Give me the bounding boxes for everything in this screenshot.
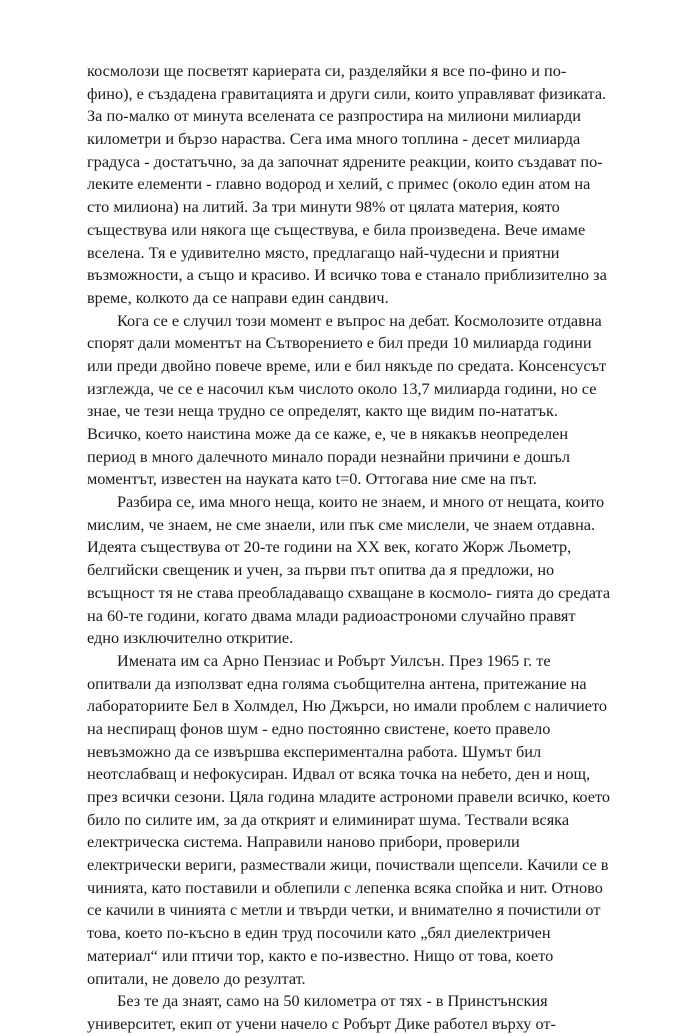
text-line: километри и бързо нараства. Сега има много топлина - десет милиарда: [87, 129, 581, 149]
paragraph: [87, 990, 647, 1035]
text-line: Без те да знаят, само на 50 километра от тях - в Принстънския: [117, 991, 548, 1011]
text-line: било по силите им, за да открият и елиминират шума. Тествали всяка: [87, 809, 570, 829]
text-line: чинията, като поставили и облепили с лепенка всяка спойка и нит. Отново: [87, 877, 603, 897]
paragraph: [87, 310, 647, 492]
text-line: моментът, известен на науката като t=0. Оттогава ние сме на път.: [87, 469, 537, 489]
text-line: едно изключително откритие.: [87, 628, 294, 648]
text-line: леките елементи - главно водород и хелий, с примес (около един атом на: [87, 174, 591, 194]
paragraph: [87, 650, 647, 990]
text-line: спорят дали моментът на Сътворението е бил преди 10 милиарда години: [87, 333, 592, 353]
text-line: неотслабващ и нефокусиран. Идвал от всяка точка на небето, ден и нощ,: [87, 764, 591, 784]
text-line: електрически вериги, размествали жици, почиствали щепсели. Качили се в: [87, 855, 609, 875]
text-line: или преди двойно повече време, или е бил някъде по средата. Консенсусът: [87, 355, 607, 375]
text-line: всъщност тя не става преобладаващо схващане в космоло- гията до средата: [87, 582, 611, 602]
text-line: Идеята съществува от 20-те години на XX век, когато Жорж Льометр,: [87, 537, 572, 557]
text-line: изглежда, че се е насочил към числото около 13,7 милиарда години, но се: [87, 378, 597, 398]
text-line: сто милиона) на литий. За три минути 98% от цялата материя, която: [87, 197, 560, 217]
text-line: време, колкото да се направи един сандвич.: [87, 287, 389, 307]
text-line: мислим, че знаем, не сме знаели, или пък сме мислели, че знаем отдавна.: [87, 514, 596, 534]
paragraph: [87, 60, 647, 310]
text-line: градуса - достатъчно, за да започнат ядрените реакции, които създават по-: [87, 151, 603, 171]
text-line: Имената им са Арно Пензиас и Робърт Уилсън. През 1965 г. те: [117, 650, 551, 670]
text-line: знае, че тези неща трудно се определят, както ще видим по-нататък.: [87, 401, 558, 421]
paragraph: [87, 491, 647, 650]
text-line: това, което по-късно в един труд посочили като „бял диелектричен: [87, 923, 551, 943]
text-line: Кога се е случил този момент е въпрос на дебат. Космолозите отдавна: [117, 310, 602, 330]
text-line: невъзможно да се извършва експериментална работа. Шумът бил: [87, 741, 542, 761]
text-line: период в много далечното минало поради незнайни причини е дошъл: [87, 446, 570, 466]
text-line: на 60-те години, когато двама млади радиоастрономи случайно правят: [87, 605, 576, 625]
text-line: университет, екип от учени начело с Робърт Дике работел върху от-: [87, 1013, 556, 1033]
body-text: [87, 60, 647, 1036]
text-line: белгийски свещеник и учен, за първи път опитва да я предложи, но: [87, 560, 555, 580]
text-line: електрическа система. Направили наново прибори, проверили: [87, 832, 520, 852]
text-line: Разбира се, има много неща, които не знаем, и много от нещата, които: [117, 492, 605, 512]
text-line: опитвали да използват една голяма съобщителна антена, притежание на: [87, 673, 587, 693]
text-line: възможности, а също и красиво. И всичко това е станало приблизително за: [87, 265, 607, 285]
text-line: фино), е създадена гравитацията и други сили, които управляват физиката.: [87, 83, 607, 103]
text-line: се качили в чинията с метли и твърди четки, и внимателно я почистили от: [87, 900, 601, 920]
text-line: лабораториите Бел в Холмдел, Ню Джърси, но имали проблем с наличието: [87, 696, 607, 716]
text-line: съществува или някога ще съществува, е била произведена. Вече имаме: [87, 219, 586, 239]
text-line: Всичко, което наистина може да се каже, е, че в някакъв неопределен: [87, 424, 569, 443]
text-line: За по-малко от минута вселената се разпростира на милиони милиарди: [87, 106, 581, 126]
text-line: опитали, не довело до резултат.: [87, 968, 306, 988]
text-line: през всички сезони. Цяла година младите астрономи правели всичко, което: [87, 787, 611, 806]
text-line: вселена. Тя е удивително място, предлагащо най-чудесни и приятни: [87, 242, 560, 262]
text-line: на неспиращ фонов шум - едно постоянно свистене, което правело: [87, 718, 551, 738]
text-line: материал“ или птичи тор, както е по-известно. Нищо от това, което: [87, 945, 554, 965]
text-line: космолози ще посветят кариерата си, разделяйки я все по-фино и по-: [87, 61, 567, 80]
